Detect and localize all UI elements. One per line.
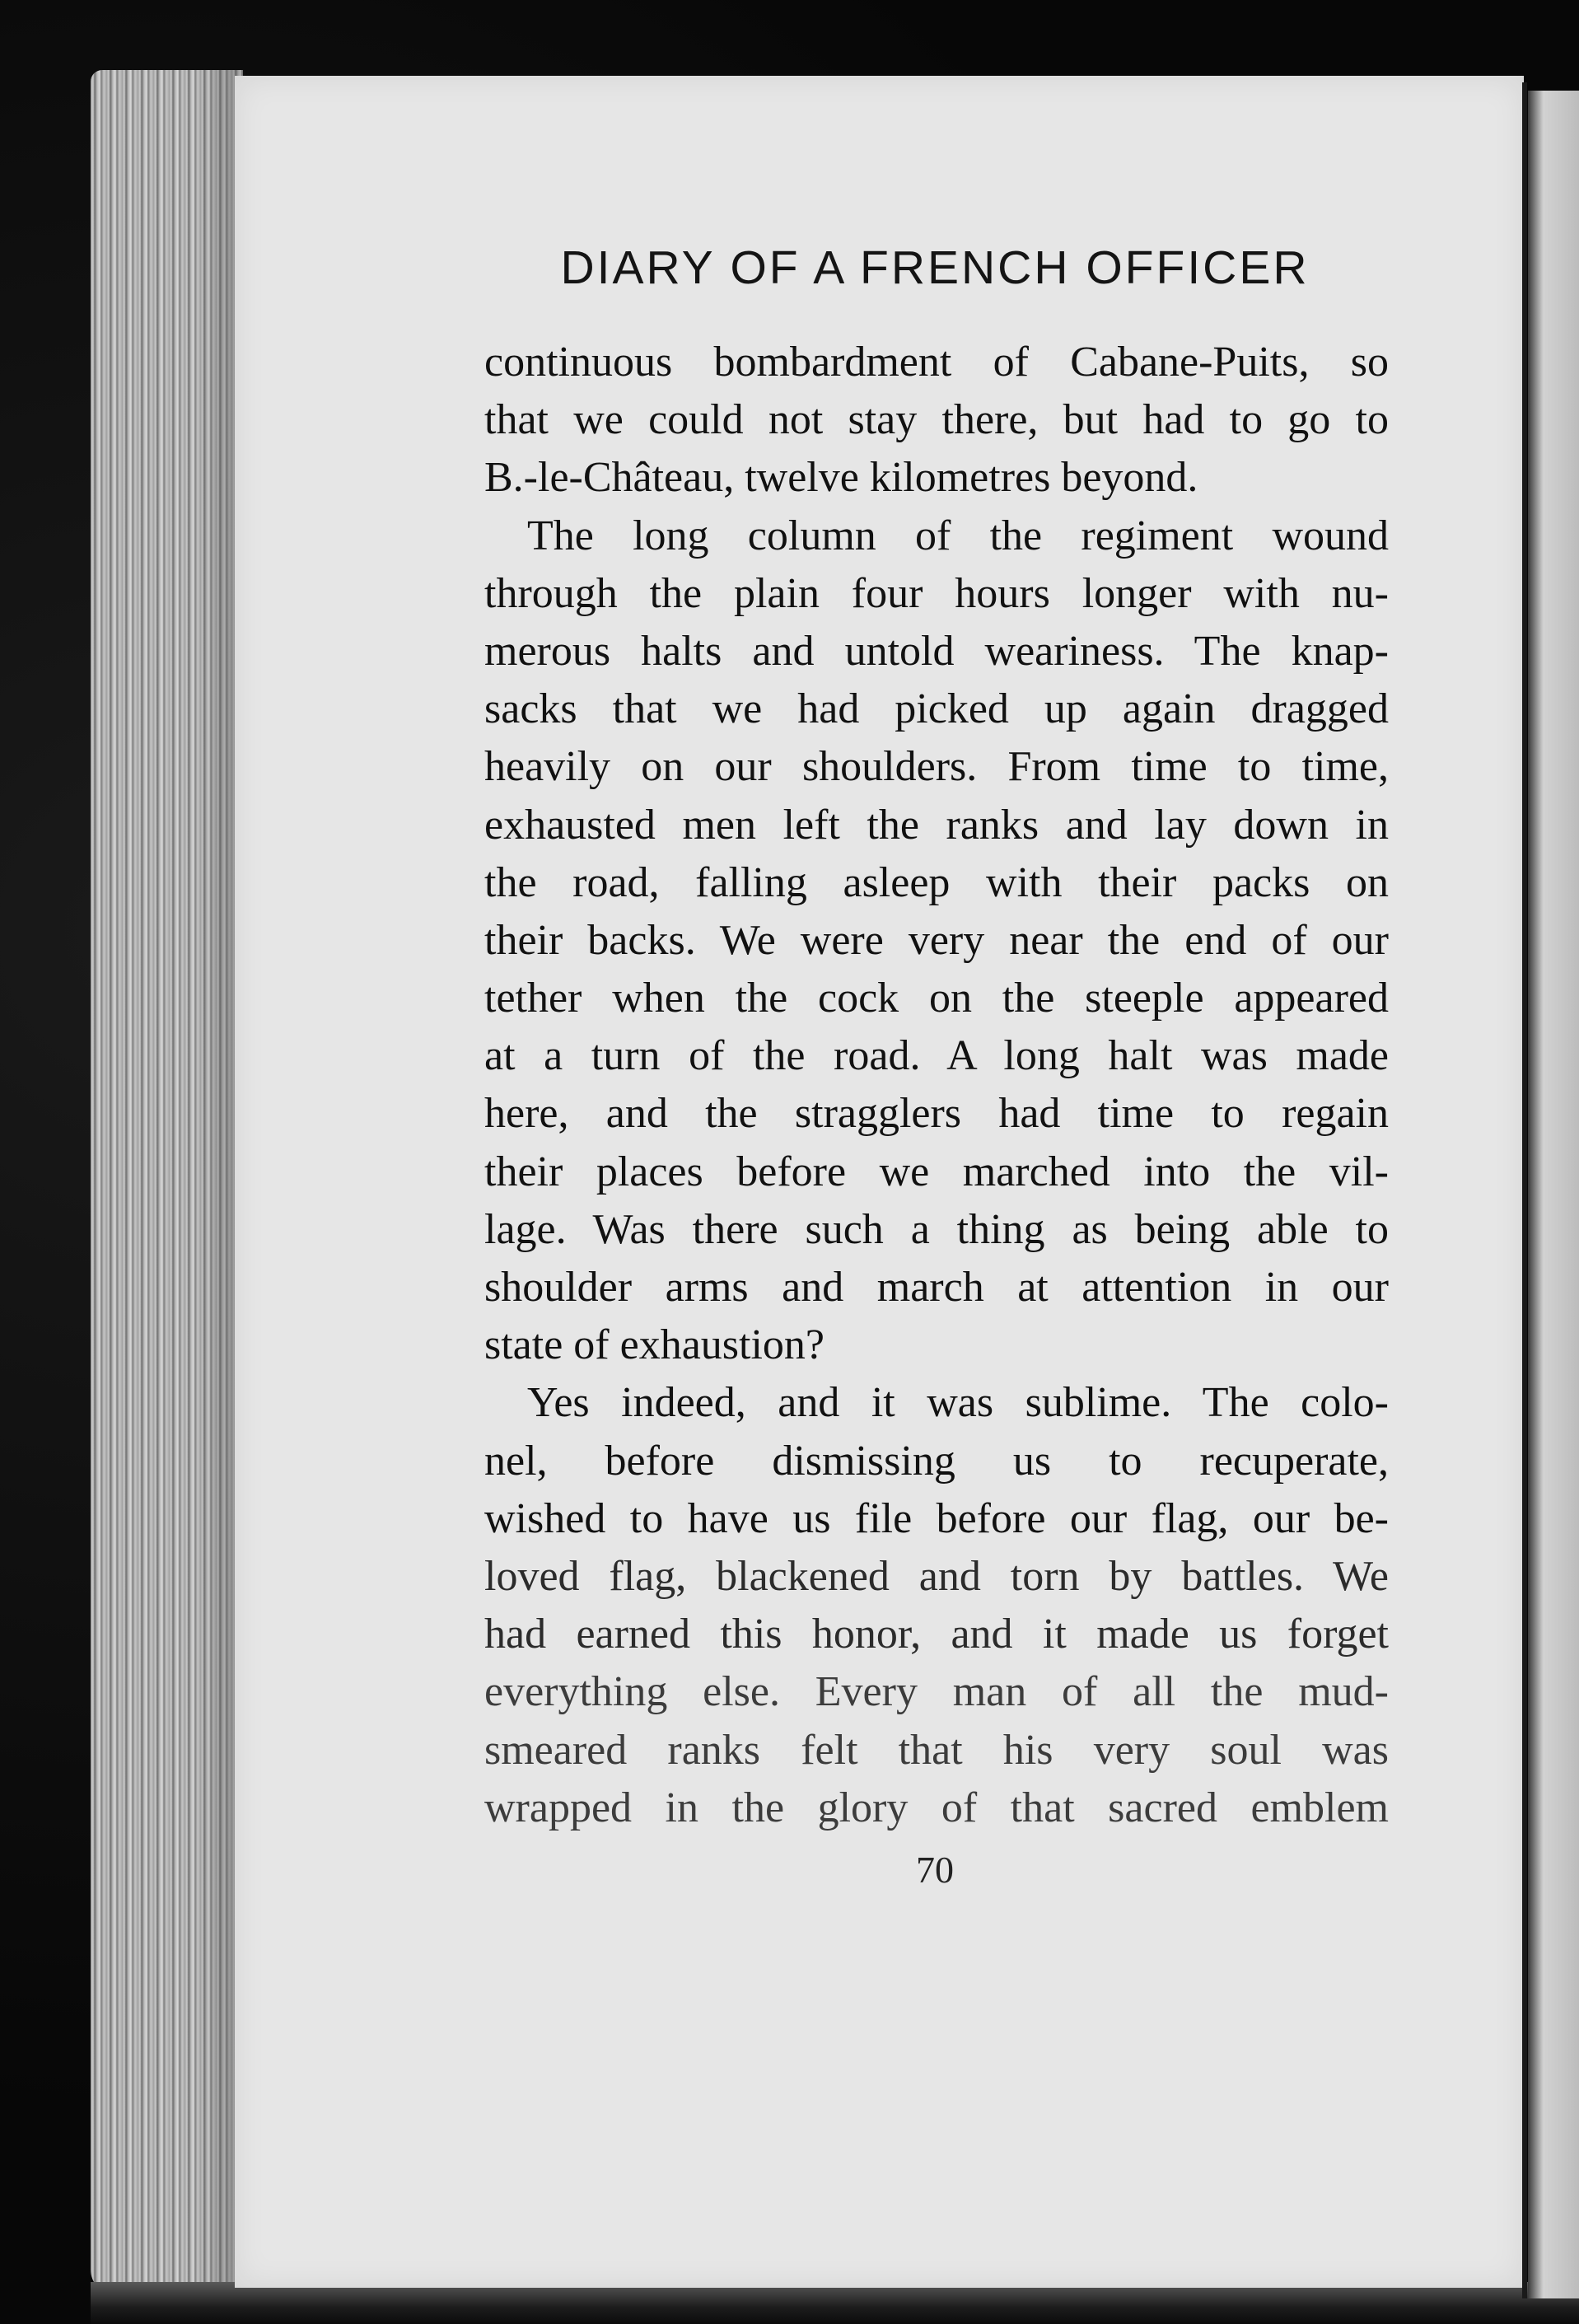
text-line: Yes indeed, and it was sublime. The colo-	[527, 1379, 1389, 1427]
text-line: nel, before dismissing us to recuperate,	[484, 1437, 1389, 1485]
text-line: had earned this honor, and it made us forget	[484, 1611, 1389, 1658]
text-line: that we could not stay there, but had to go to	[484, 396, 1389, 444]
text-line: heavily on our shoulders. From time to time,	[484, 743, 1389, 791]
text-line: B.-le-Château, twelve kilometres beyond.	[484, 454, 1198, 502]
text-line: loved flag, blackened and torn by battles. We	[484, 1552, 1389, 1600]
running-head: DIARY OF A FRENCH OFFICER	[560, 241, 1310, 294]
text-line: smeared ranks felt that his very soul was	[484, 1726, 1389, 1774]
text-line: through the plain four hours longer with nu-	[484, 569, 1389, 617]
page-number: 70	[916, 1849, 954, 1891]
text-line: their backs. We were very near the end of our	[484, 916, 1389, 964]
text-line: state of exhaustion?	[484, 1321, 825, 1369]
text-line: sacks that we had picked up again dragged	[484, 685, 1389, 733]
text-line: at a turn of the road. A long halt was made	[484, 1032, 1389, 1080]
text-line: wished to have us file before our flag, our be-	[484, 1494, 1389, 1542]
body-text	[484, 334, 1389, 1837]
text-line: shoulder arms and march at attention in our	[484, 1264, 1389, 1311]
text-line: the road, falling asleep with their packs on	[484, 858, 1389, 906]
text-line: wrapped in the glory of that sacred emblem	[484, 1784, 1389, 1831]
bottom-edge	[91, 2282, 1579, 2324]
text-line: The long column of the regiment wound	[527, 512, 1389, 559]
text-line: here, and the stragglers had time to regain	[484, 1090, 1389, 1138]
text-line: continuous bombardment of Cabane-Puits, so	[484, 339, 1389, 386]
text-line: tether when the cock on the steeple appeared	[484, 975, 1389, 1022]
text-line: exhausted men left the ranks and lay down in	[484, 801, 1389, 849]
text-line: merous halts and untold weariness. The knap-	[484, 627, 1389, 675]
next-page-sliver	[1528, 91, 1579, 2298]
page-gutter	[1522, 82, 1527, 2298]
text-line: their places before we marched into the vil-	[484, 1148, 1389, 1195]
text-line: lage. Was there such a thing as being able to	[484, 1205, 1389, 1253]
text-line: everything else. Every man of all the mud-	[484, 1668, 1389, 1716]
